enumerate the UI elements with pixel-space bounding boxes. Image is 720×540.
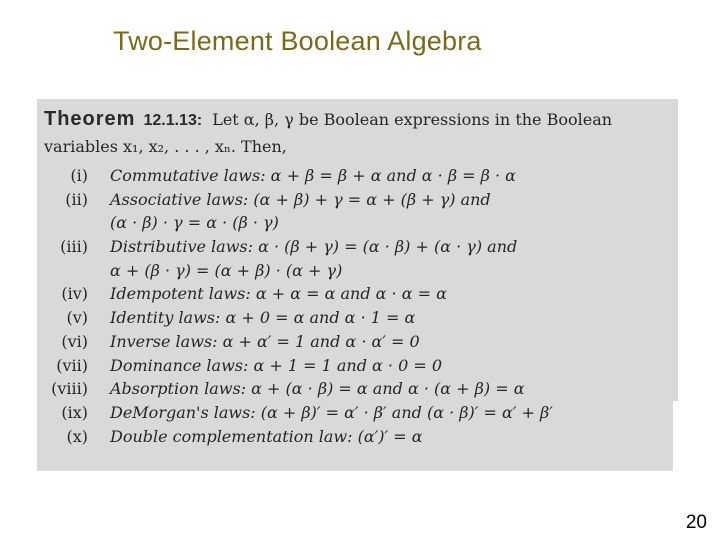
- theorem-number: 12.1.13:: [143, 112, 203, 129]
- theorem-label: Theorem: [44, 108, 136, 130]
- theorem-intro-line-1: Let α, β, γ be Boolean expressions in the Boolean: [212, 110, 613, 129]
- slide-title: Two-Element Boolean Algebra: [113, 26, 482, 56]
- law-number: (vii): [56, 355, 88, 375]
- law-number: (ix): [61, 402, 88, 422]
- law-row-dominance: [44, 354, 674, 378]
- law-row-absorption: [44, 377, 674, 401]
- law-text: Double complementation law: (α′)′ = α: [110, 426, 423, 446]
- page-number: 20: [685, 512, 707, 533]
- law-number: (v): [66, 308, 88, 328]
- theorem-block: [44, 108, 674, 448]
- law-number: (vi): [61, 331, 88, 351]
- law-row-distributive: [44, 235, 674, 259]
- law-row-commutative: [44, 164, 674, 188]
- law-text: Commutative laws: α + β = β + α and α · β = β · α: [110, 166, 516, 185]
- theorem-intro-line-2: variables x₁, x₂, . . . , xₙ. Then,: [44, 137, 287, 156]
- law-row-double-complementation: [44, 425, 674, 449]
- law-row-associative-cont: [44, 211, 674, 235]
- law-text: DeMorgan's laws: (α + β)′ = α′ · β′ and (α · β)′ = α′ + β′: [110, 402, 553, 422]
- law-number: (i): [70, 166, 88, 185]
- law-text: Inverse laws: α + α′ = 1 and α · α′ = 0: [110, 331, 420, 351]
- law-number: (viii): [51, 379, 88, 399]
- law-row-distributive-cont: [44, 259, 674, 283]
- law-text: Dominance laws: α + 1 = 1 and α · 0 = 0: [110, 355, 443, 375]
- law-text: Absorption laws: α + (α · β) = α and α · (α + β) = α: [110, 379, 525, 399]
- law-row-identity: [44, 306, 674, 330]
- law-text: (α · β) · γ = α · (β · γ): [110, 213, 279, 233]
- law-row-demorgan: [44, 401, 674, 425]
- law-number: (ii): [65, 189, 88, 209]
- law-text: α + (β · γ) = (α + β) · (α + γ): [110, 260, 343, 280]
- theorem-heading: [44, 108, 674, 134]
- law-number: (iv): [61, 284, 88, 304]
- law-row-inverse: [44, 330, 674, 354]
- law-row-idempotent: [44, 282, 674, 306]
- law-row-associative: [44, 188, 674, 212]
- law-text: Distributive laws: α · (β + γ) = (α · β) + (α · γ) and: [110, 237, 518, 257]
- law-text: Associative laws: (α + β) + γ = α + (β + γ) and: [110, 189, 491, 209]
- law-text: Idempotent laws: α + α = α and α · α = α: [110, 284, 447, 304]
- law-number: (x): [66, 426, 88, 446]
- law-list: [44, 164, 674, 448]
- law-number: (iii): [60, 237, 88, 257]
- law-text: Identity laws: α + 0 = α and α · 1 = α: [110, 308, 416, 328]
